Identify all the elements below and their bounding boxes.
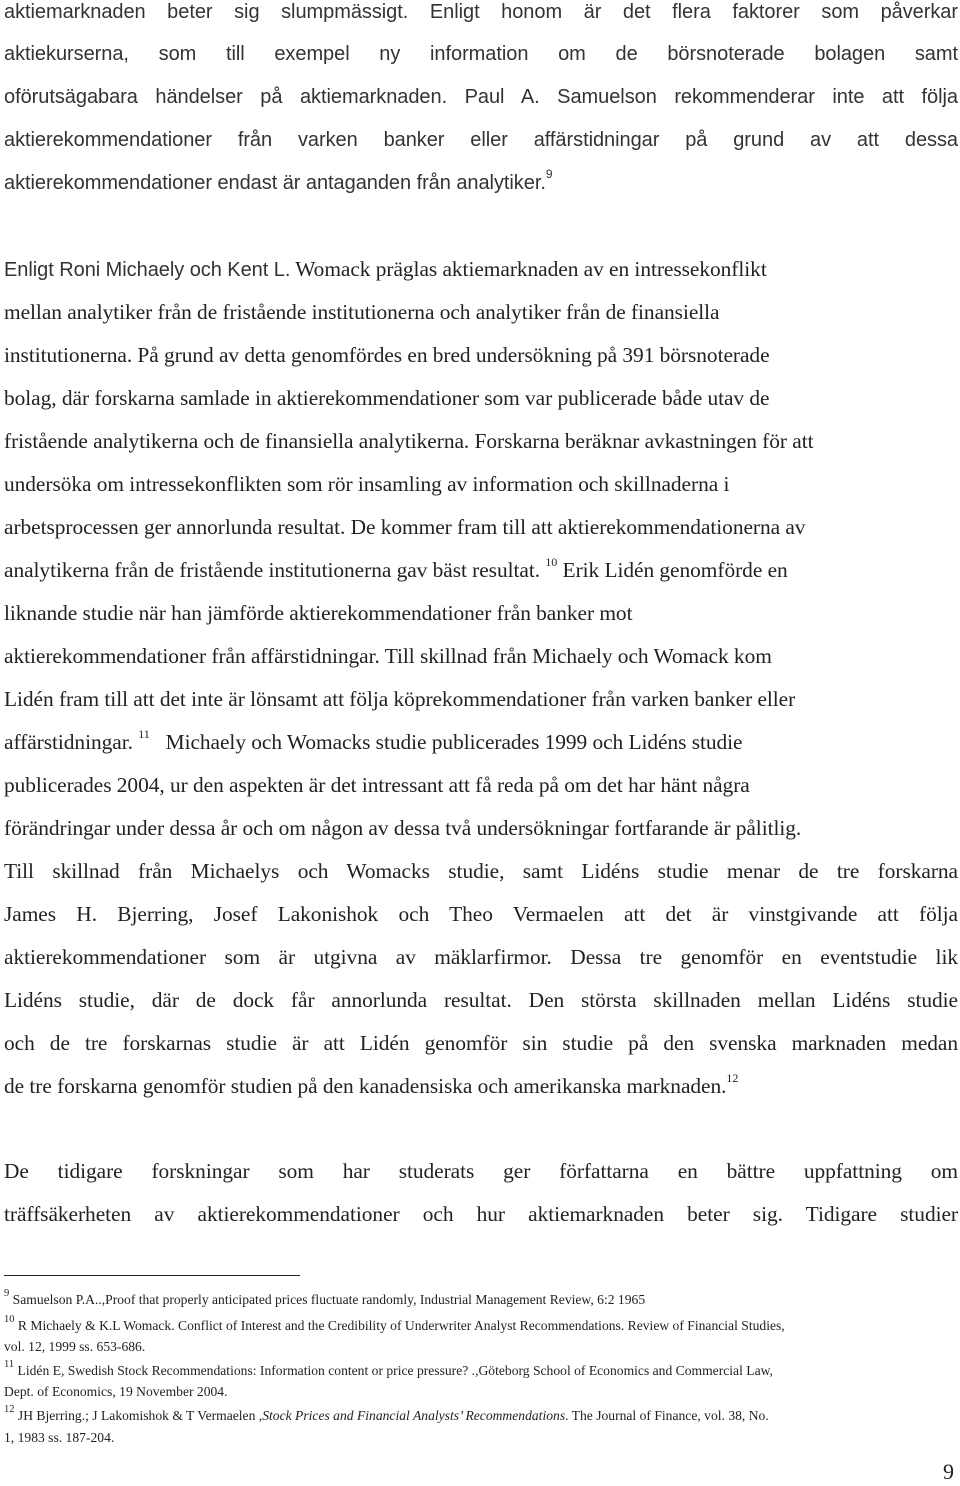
text-line: James H. Bjerring, Josef Lakonishok och Theo Vermaelen att det är vinstgivande att följa	[4, 902, 958, 926]
text-line: oförutsägabara händelser på aktiemarknaden. Paul A. Samuelson rekommenderar inte att följa	[4, 86, 958, 108]
text-line: liknande studie när han jämförde aktierekommendationer från banker mot	[4, 601, 633, 625]
text-line	[4, 728, 958, 756]
footnote-12-cont: 1, 1983 ss. 187-204.	[4, 1430, 115, 1445]
text-span: Enligt Roni Michaely och Kent L.	[4, 259, 291, 281]
text-line: undersöka om intressekonflikten som rör insamling av information och skillnaderna i	[4, 472, 730, 496]
text-line: träffsäkerheten av aktierekommendationer och hur aktiemarknaden beter sig. Tidigare studier	[4, 1202, 958, 1226]
text-line: fristående analytikerna och de finansiella analytikerna. Forskarna beräknar avkastningen för att	[4, 429, 814, 453]
text-line: De tidigare forskningar som har studerats ger författarna en bättre uppfattning om	[4, 1159, 958, 1183]
text-line: Lidén fram till att det inte är lönsamt att följa köprekommendationer från varken banker eller	[4, 687, 796, 711]
text-span: Michaely och Womacks studie publicerades 1999 och Lidéns studie	[165, 730, 743, 754]
text-span: de tre forskarna genomför studien på den kanadensiska och amerikanska marknaden.	[4, 1074, 727, 1098]
footnote-text: . The Journal of Finance, vol. 38, No.	[565, 1408, 769, 1423]
text-line	[4, 169, 958, 197]
text-line: Lidéns studie, där de dock får annorlunda resultat. Den största skillnaden mellan Lidéns studie	[4, 988, 958, 1012]
footnote-number: 12	[4, 1404, 15, 1416]
footnote-text: Samuelson P.A..,Proof that properly anticipated prices fluctuate randomly, Industrial Management Review, 6:2 1965	[12, 1292, 646, 1307]
text-line: aktiekurserna, som till exempel ny information om de börsnoterade bolagen samt	[4, 43, 958, 65]
footnote-text: Lidén E, Swedish Stock Recommendations: Information content or price pressure? .,Göteborg School of Economics and Commercial Law,	[17, 1363, 773, 1378]
text-line	[4, 556, 958, 584]
footnote-10	[4, 1314, 958, 1335]
text-line: aktierekommendationer från varken banker eller affärstidningar på grund av att dessa	[4, 129, 958, 151]
text-line: Till skillnad från Michaelys och Womacks studie, samt Lidéns studie menar de tre forskarna	[4, 859, 958, 883]
text-line	[4, 255, 958, 284]
footnote-title: Stock Prices and Financial Analysts’ Recommendations	[262, 1408, 566, 1423]
footnote-divider	[4, 1275, 300, 1276]
footnote-9	[4, 1288, 958, 1309]
text-line: aktierekommendationer från affärstidningar. Till skillnad från Michaely och Womack kom	[4, 644, 772, 668]
text-line: arbetsprocessen ger annorlunda resultat. De kommer fram till att aktierekommendationerna av	[4, 515, 806, 539]
text-span: analytikerna från de fristående institutionerna gav bäst resultat.	[4, 558, 541, 582]
footnote-12	[4, 1404, 958, 1425]
footnote-number: 10	[4, 1314, 15, 1326]
footnote-10-cont: vol. 12, 1999 ss. 653-686.	[4, 1339, 146, 1354]
text-line: mellan analytiker från de fristående institutionerna och analytiker från de finansiella	[4, 300, 720, 324]
text-line: aktierekommendationer som är utgivna av mäklarfirmor. Dessa tre genomför en eventstudie lik	[4, 945, 958, 969]
text-line: och de tre forskarnas studie är att Lidén genomför sin studie på den svenska marknaden medan	[4, 1031, 958, 1055]
text-line: förändringar under dessa år och om någon av dessa två undersökningar fortfarande är pålitlig.	[4, 816, 802, 840]
footnote-ref-9[interactable]: 9	[545, 167, 553, 182]
text-line: aktiemarknaden beter sig slumpmässigt. Enligt honom är det flera faktorer som påverkar	[4, 1, 958, 23]
text-span: Erik Lidén genomförde en	[557, 558, 788, 582]
text-line: publicerades 2004, ur den aspekten är det intressant att få reda på om det har hänt några	[4, 773, 750, 797]
footnote-11	[4, 1359, 958, 1380]
text-line	[4, 1072, 958, 1100]
footnote-ref-12[interactable]: 12	[726, 1070, 739, 1085]
text-span: aktierekommendationer endast är antaganden från analytiker.	[4, 172, 546, 194]
footnote-text: R Michaely & K.L Womack. Conflict of Interest and the Credibility of Underwriter Analyst Recommendations. Review of Financial Studies,	[17, 1318, 785, 1333]
footnote-ref-10[interactable]: 10	[545, 554, 558, 569]
text-line: bolag, där forskarna samlade in aktierekommendationer som var publicerade både utav de	[4, 386, 770, 410]
footnote-number: 11	[4, 1359, 15, 1371]
footnote-ref-11[interactable]: 11	[138, 726, 150, 741]
page-number: 9	[943, 1459, 954, 1484]
footnote-text: JH Bjerring.; J Lakomishok & T Vermaelen ,	[17, 1408, 263, 1423]
text-span: affärstidningar.	[4, 730, 133, 754]
footnote-number: 9	[4, 1288, 10, 1300]
text-span: Womack präglas aktiemarknaden av en intressekonflikt	[290, 257, 767, 281]
text-line: institutionerna. På grund av detta genomfördes en bred undersökning på 391 börsnoterade	[4, 343, 770, 367]
footnote-11-cont: Dept. of Economics, 19 November 2004.	[4, 1384, 228, 1399]
